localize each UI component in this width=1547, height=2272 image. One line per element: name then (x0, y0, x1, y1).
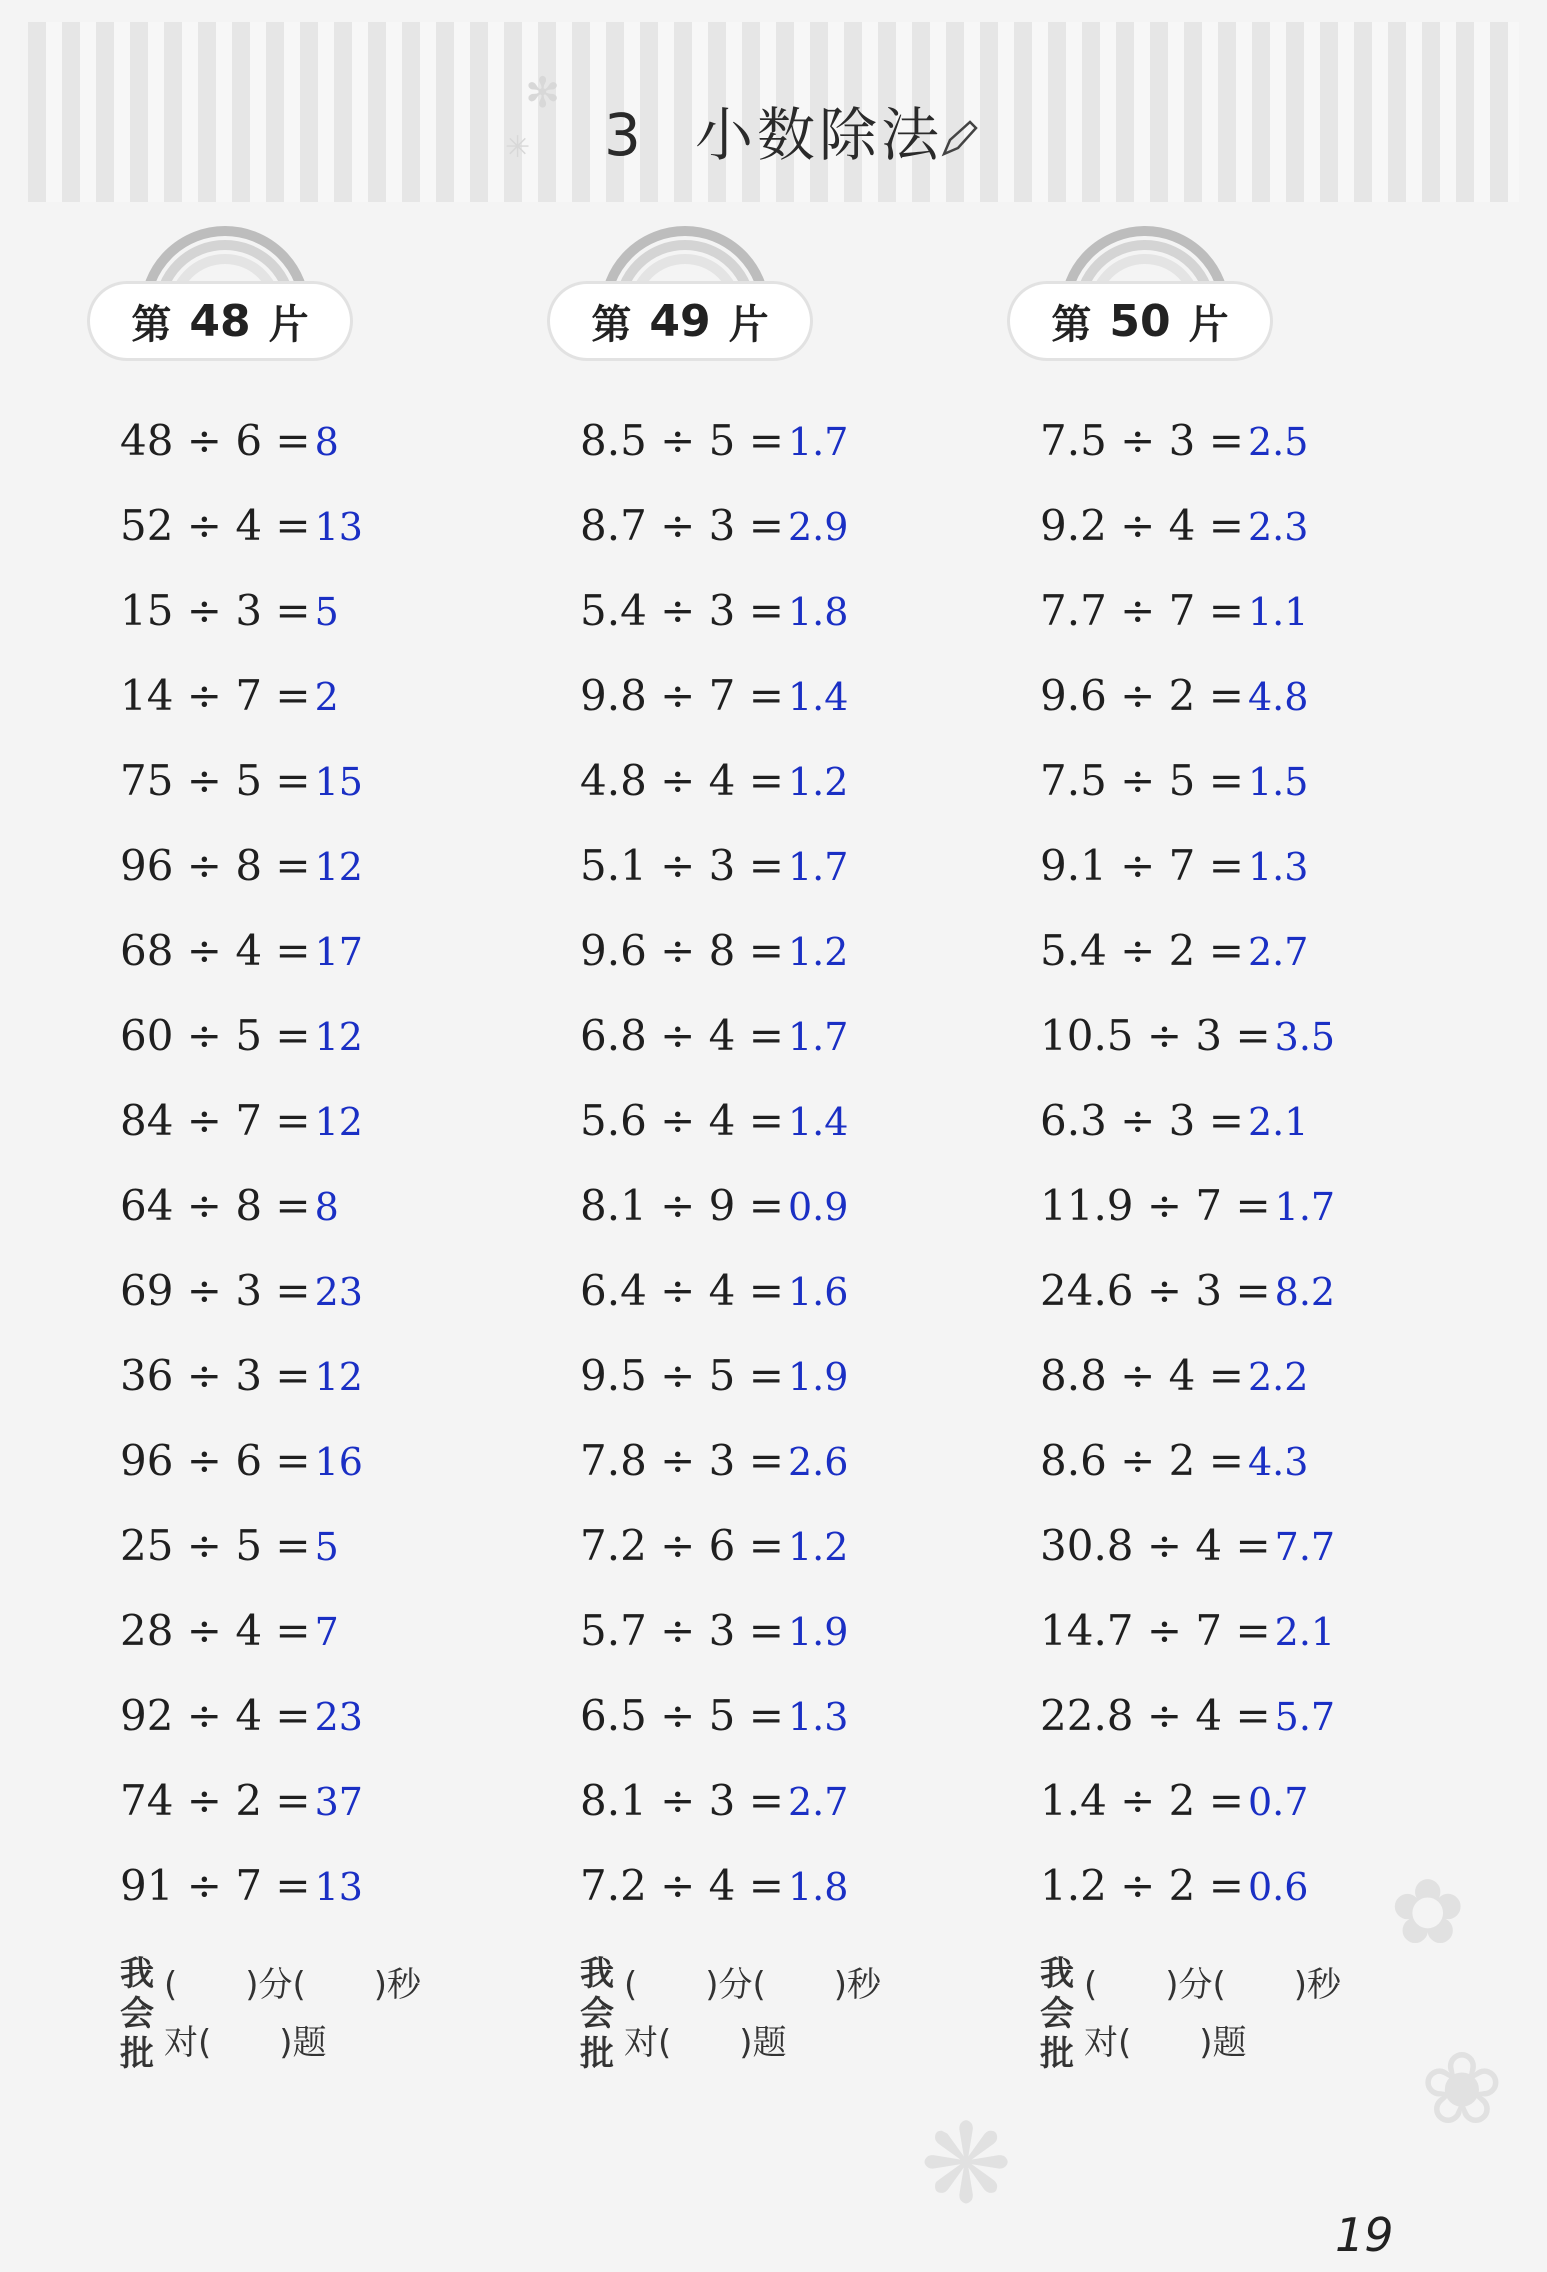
problem-row (120, 1078, 421, 1163)
problem-row (580, 398, 881, 483)
chapter-title: 小数除法 (694, 101, 943, 169)
problem-question: 15 ÷ 3 = (120, 586, 311, 635)
problem-question: 7.8 ÷ 3 = (580, 1436, 784, 1485)
self-review-box (580, 1954, 881, 2074)
handwritten-answer: 5.7 (1274, 1695, 1336, 1739)
problem-question: 28 ÷ 4 = (120, 1606, 311, 1655)
handwritten-answer: 0.7 (1247, 1780, 1309, 1824)
problem-question: 8.1 ÷ 9 = (580, 1181, 784, 1230)
problem-question: 8.5 ÷ 5 = (580, 416, 784, 465)
problem-row (580, 1248, 881, 1333)
problem-row (580, 568, 881, 653)
sheet-badge (550, 210, 800, 350)
review-char: 我 (120, 1954, 154, 1994)
problem-row (580, 1333, 881, 1418)
problem-row (580, 1163, 881, 1248)
handwritten-answer: 1.3 (787, 1695, 849, 1739)
handwritten-answer: 1.4 (787, 1100, 849, 1144)
time-field[interactable]: ( )分( )秒 (1084, 1965, 1342, 2005)
problem-row (120, 1673, 421, 1758)
problem-row (1040, 1248, 1341, 1333)
handwritten-answer: 2.1 (1274, 1610, 1336, 1654)
problem-question: 10.5 ÷ 3 = (1040, 1011, 1271, 1060)
sheet-label (90, 284, 350, 358)
problem-question: 64 ÷ 8 = (120, 1181, 311, 1230)
problem-row (1040, 653, 1341, 738)
handwritten-answer: 13 (314, 505, 363, 549)
score-field[interactable]: 对( )题 (1084, 2023, 1247, 2063)
problem-row (1040, 823, 1341, 908)
problem-list (1040, 398, 1341, 1928)
problem-row (580, 1588, 881, 1673)
flower-icon: ✻ (525, 68, 561, 117)
handwritten-answer: 8.2 (1274, 1270, 1336, 1314)
problem-question: 36 ÷ 3 = (120, 1351, 311, 1400)
handwritten-answer: 2.7 (1247, 930, 1309, 974)
handwritten-answer: 0.6 (1247, 1865, 1309, 1909)
sheet-number: 49 (649, 295, 711, 347)
problem-question: 24.6 ÷ 3 = (1040, 1266, 1271, 1315)
review-char: 会 (120, 1994, 154, 2034)
problem-question: 14.7 ÷ 7 = (1040, 1606, 1271, 1655)
sheet-number: 50 (1109, 295, 1171, 347)
review-label (1040, 1954, 1084, 2074)
handwritten-answer: 1.9 (787, 1355, 849, 1399)
sheet-badge (90, 210, 340, 350)
problem-question: 52 ÷ 4 = (120, 501, 311, 550)
sheet-prefix: 第 (1051, 301, 1092, 348)
sheet-number: 48 (189, 295, 251, 347)
review-char: 会 (1040, 1994, 1074, 2034)
sheet-suffix: 片 (1188, 301, 1229, 348)
problem-row (580, 653, 881, 738)
problem-row (120, 398, 421, 483)
problem-row (1040, 1673, 1341, 1758)
problem-row (120, 823, 421, 908)
worksheet-column-49 (580, 210, 881, 2074)
problem-question: 9.8 ÷ 7 = (580, 671, 784, 720)
problem-row (1040, 568, 1341, 653)
problem-row (120, 483, 421, 568)
problem-question: 5.4 ÷ 2 = (1040, 926, 1244, 975)
page-number: 19 (1335, 2208, 1394, 2262)
problem-question: 5.6 ÷ 4 = (580, 1096, 784, 1145)
problem-row (1040, 908, 1341, 993)
time-field[interactable]: ( )分( )秒 (164, 1965, 422, 2005)
handwritten-answer: 15 (314, 760, 363, 804)
problem-row (120, 738, 421, 823)
problem-question: 6.5 ÷ 5 = (580, 1691, 784, 1740)
problem-row (580, 1758, 881, 1843)
handwritten-answer: 16 (314, 1440, 363, 1484)
problem-list (120, 398, 421, 1928)
problem-row (1040, 993, 1341, 1078)
problem-question: 91 ÷ 7 = (120, 1861, 311, 1910)
handwritten-answer: 12 (314, 1100, 363, 1144)
handwritten-answer: 1.9 (787, 1610, 849, 1654)
problem-question: 9.5 ÷ 5 = (580, 1351, 784, 1400)
chapter-number: 3 (604, 101, 645, 169)
problem-question: 60 ÷ 5 = (120, 1011, 311, 1060)
handwritten-answer: 5 (314, 1525, 339, 1569)
review-char: 我 (580, 1954, 614, 1994)
handwritten-answer: 37 (314, 1780, 363, 1824)
handwritten-answer: 12 (314, 845, 363, 889)
handwritten-answer: 4.3 (1247, 1440, 1309, 1484)
problem-question: 7.2 ÷ 4 = (580, 1861, 784, 1910)
problem-question: 22.8 ÷ 4 = (1040, 1691, 1271, 1740)
handwritten-answer: 17 (314, 930, 363, 974)
problem-row (580, 1673, 881, 1758)
problem-question: 96 ÷ 6 = (120, 1436, 311, 1485)
handwritten-answer: 2 (314, 675, 339, 719)
problem-question: 7.7 ÷ 7 = (1040, 586, 1244, 635)
review-char: 会 (580, 1994, 614, 2034)
problem-question: 5.4 ÷ 3 = (580, 586, 784, 635)
problem-question: 96 ÷ 8 = (120, 841, 311, 890)
handwritten-answer: 2.5 (1247, 420, 1309, 464)
page-title (0, 88, 1547, 172)
problem-row (1040, 1078, 1341, 1163)
problem-question: 6.4 ÷ 4 = (580, 1266, 784, 1315)
problem-row (1040, 1503, 1341, 1588)
handwritten-answer: 1.5 (1247, 760, 1309, 804)
problem-row (120, 1843, 421, 1928)
handwritten-answer: 1.2 (787, 930, 849, 974)
problem-question: 92 ÷ 4 = (120, 1691, 311, 1740)
problem-question: 8.6 ÷ 2 = (1040, 1436, 1244, 1485)
review-char: 我 (1040, 1954, 1074, 1994)
problem-question: 14 ÷ 7 = (120, 671, 311, 720)
problem-question: 8.7 ÷ 3 = (580, 501, 784, 550)
handwritten-answer: 2.7 (787, 1780, 849, 1824)
problem-row (580, 1078, 881, 1163)
problem-question: 8.1 ÷ 3 = (580, 1776, 784, 1825)
problem-list (580, 398, 881, 1928)
handwritten-answer: 1.7 (1274, 1185, 1336, 1229)
problem-row (120, 1503, 421, 1588)
star-icon: ✳ (505, 130, 531, 165)
problem-row (580, 483, 881, 568)
problem-question: 6.8 ÷ 4 = (580, 1011, 784, 1060)
problem-row (120, 993, 421, 1078)
problem-row (120, 1333, 421, 1418)
problem-row (580, 823, 881, 908)
problem-row (120, 1163, 421, 1248)
handwritten-answer: 1.2 (787, 1525, 849, 1569)
problem-question: 5.1 ÷ 3 = (580, 841, 784, 890)
self-review-box (120, 1954, 421, 2074)
problem-question: 69 ÷ 3 = (120, 1266, 311, 1315)
sheet-badge (1010, 210, 1260, 350)
problem-row (580, 1843, 881, 1928)
problem-question: 6.3 ÷ 3 = (1040, 1096, 1244, 1145)
handwritten-answer: 0.9 (787, 1185, 849, 1229)
problem-row (1040, 398, 1341, 483)
handwritten-answer: 7.7 (1274, 1525, 1336, 1569)
problem-row (1040, 1418, 1341, 1503)
handwritten-answer: 1.2 (787, 760, 849, 804)
problem-row (580, 908, 881, 993)
problem-row (120, 1418, 421, 1503)
problem-question: 5.7 ÷ 3 = (580, 1606, 784, 1655)
problem-row (1040, 1843, 1341, 1928)
problem-question: 9.6 ÷ 8 = (580, 926, 784, 975)
worksheet-column-48 (120, 210, 421, 2074)
problem-row (120, 1758, 421, 1843)
problem-question: 74 ÷ 2 = (120, 1776, 311, 1825)
handwritten-answer: 8 (314, 420, 339, 464)
problem-question: 7.2 ÷ 6 = (580, 1521, 784, 1570)
handwritten-answer: 7 (314, 1610, 339, 1654)
problem-row (120, 653, 421, 738)
worksheet-column-50 (1040, 210, 1341, 2074)
flower-icon: ❋ (920, 2100, 1013, 2228)
handwritten-answer: 23 (314, 1695, 363, 1739)
flower-icon: ❀ (1420, 2030, 1504, 2147)
flower-icon: ✿ (1390, 1860, 1466, 1965)
problem-question: 1.4 ÷ 2 = (1040, 1776, 1244, 1825)
time-field[interactable]: ( )分( )秒 (624, 1965, 882, 2005)
problem-question: 84 ÷ 7 = (120, 1096, 311, 1145)
handwritten-answer: 4.8 (1247, 675, 1309, 719)
handwritten-answer: 12 (314, 1355, 363, 1399)
problem-row (580, 1418, 881, 1503)
problem-question: 9.2 ÷ 4 = (1040, 501, 1244, 550)
problem-question: 8.8 ÷ 4 = (1040, 1351, 1244, 1400)
handwritten-answer: 1.8 (787, 1865, 849, 1909)
sheet-suffix: 片 (268, 301, 309, 348)
review-label (580, 1954, 624, 2074)
problem-row (120, 1248, 421, 1333)
handwritten-answer: 5 (314, 590, 339, 634)
handwritten-answer: 1.3 (1247, 845, 1309, 889)
problem-row (580, 1503, 881, 1588)
problem-row (1040, 1163, 1341, 1248)
handwritten-answer: 2.9 (787, 505, 849, 549)
sheet-prefix: 第 (591, 301, 632, 348)
sheet-label (550, 284, 810, 358)
handwritten-answer: 3.5 (1274, 1015, 1336, 1059)
score-field[interactable]: 对( )题 (164, 2023, 327, 2063)
handwritten-answer: 12 (314, 1015, 363, 1059)
handwritten-answer: 23 (314, 1270, 363, 1314)
problem-question: 30.8 ÷ 4 = (1040, 1521, 1271, 1570)
problem-question: 75 ÷ 5 = (120, 756, 311, 805)
handwritten-answer: 2.3 (1247, 505, 1309, 549)
self-review-box (1040, 1954, 1341, 2074)
problem-question: 68 ÷ 4 = (120, 926, 311, 975)
problem-question: 9.1 ÷ 7 = (1040, 841, 1244, 890)
score-field[interactable]: 对( )题 (624, 2023, 787, 2063)
problem-row (1040, 483, 1341, 568)
problem-row (1040, 1758, 1341, 1843)
problem-question: 7.5 ÷ 3 = (1040, 416, 1244, 465)
problem-row (1040, 738, 1341, 823)
handwritten-answer: 1.7 (787, 1015, 849, 1059)
problem-row (1040, 1333, 1341, 1418)
handwritten-answer: 1.8 (787, 590, 849, 634)
handwritten-answer: 8 (314, 1185, 339, 1229)
problem-row (120, 568, 421, 653)
problem-question: 7.5 ÷ 5 = (1040, 756, 1244, 805)
problem-question: 9.6 ÷ 2 = (1040, 671, 1244, 720)
problem-question: 48 ÷ 6 = (120, 416, 311, 465)
review-char: 批 (580, 2034, 614, 2074)
problem-question: 11.9 ÷ 7 = (1040, 1181, 1271, 1230)
handwritten-answer: 2.1 (1247, 1100, 1309, 1144)
problem-question: 25 ÷ 5 = (120, 1521, 311, 1570)
problem-question: 1.2 ÷ 2 = (1040, 1861, 1244, 1910)
review-char: 批 (1040, 2034, 1074, 2074)
handwritten-answer: 2.2 (1247, 1355, 1309, 1399)
sheet-prefix: 第 (131, 301, 172, 348)
handwritten-answer: 1.4 (787, 675, 849, 719)
problem-row (120, 908, 421, 993)
problem-row (580, 738, 881, 823)
problem-row (120, 1588, 421, 1673)
problem-row (1040, 1588, 1341, 1673)
handwritten-answer: 1.6 (787, 1270, 849, 1314)
problem-row (580, 993, 881, 1078)
handwritten-answer: 1.7 (787, 845, 849, 889)
handwritten-answer: 2.6 (787, 1440, 849, 1484)
sheet-suffix: 片 (728, 301, 769, 348)
review-label (120, 1954, 164, 2074)
handwritten-answer: 13 (314, 1865, 363, 1909)
handwritten-answer: 1.7 (787, 420, 849, 464)
problem-question: 4.8 ÷ 4 = (580, 756, 784, 805)
handwritten-answer: 1.1 (1247, 590, 1309, 634)
sheet-label (1010, 284, 1270, 358)
pencil-icon (940, 118, 980, 158)
review-char: 批 (120, 2034, 154, 2074)
